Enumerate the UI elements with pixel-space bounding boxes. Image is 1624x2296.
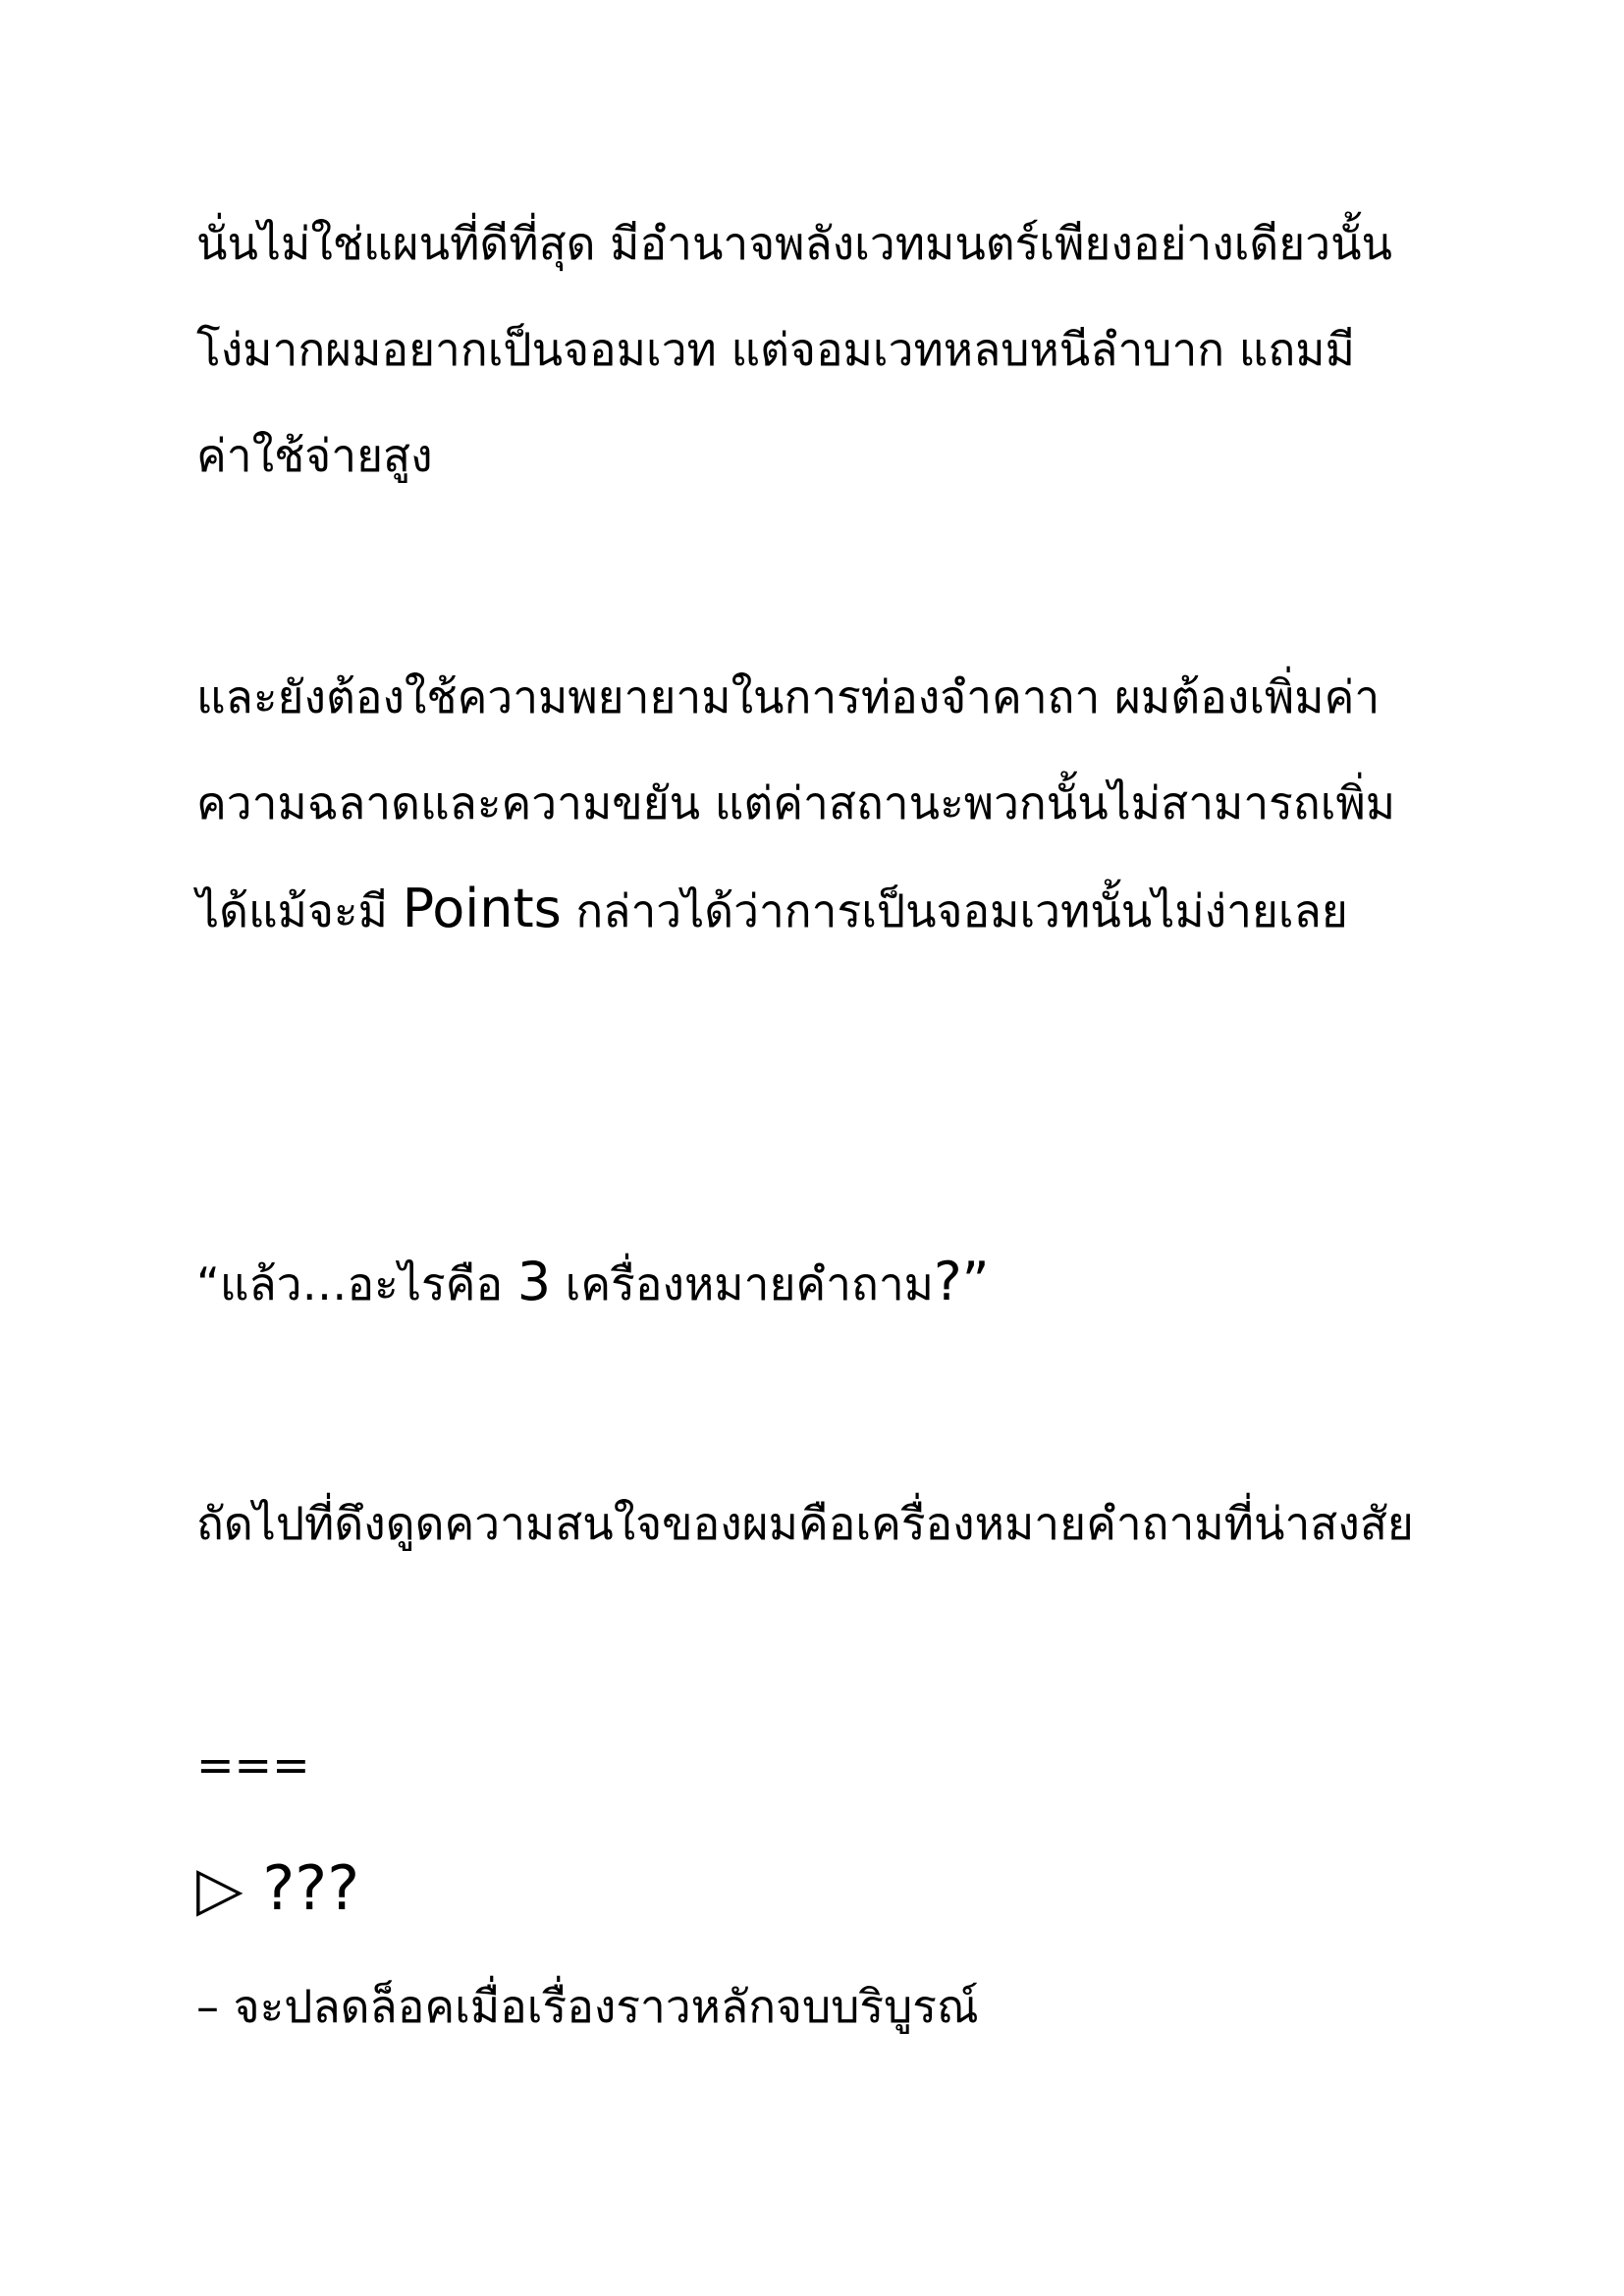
paragraph-1-line-3: ค่าใช้จ่ายสูง [196, 429, 433, 482]
quote-middle: เครื่องหมายคำถาม [551, 1257, 935, 1310]
paragraph-2-line-1: และยังต้องใช้ความพยายามในการท่องจำคาถา ผมต้องเพิ่มค่า [196, 670, 1380, 723]
paragraph-1-line-2: โง่มากผมอยากเป็นจอมเวท แต่จอมเวทหลบหนีลำบาก แถมมี [196, 323, 1355, 376]
quote-open: “แล้ว…อะไรคือ [196, 1257, 517, 1310]
paragraph-1-line-1: นั่นไม่ใช่แผนที่ดีที่สุด มีอำนาจพลังเวทมนตร์เพียงอย่างเดียวนั้น [196, 217, 1392, 270]
quote-line [196, 1253, 1473, 1313]
section-separator: === [196, 1738, 310, 1791]
paragraph-2-line-2: ความฉลาดและความขยัน แต่ค่าสถานะพวกนั้นไม่สามารถเพิ่ม [196, 776, 1396, 829]
paragraph-2-line-3 [196, 880, 1473, 940]
paragraph-2-line-3-end: กล่าวได้ว่าการเป็นจอมเวทนั้นไม่ง่ายเลย [561, 884, 1348, 937]
skill-heading: ▷ ??? [196, 1852, 360, 1924]
points-word: Points [402, 878, 562, 939]
quote-close: ?” [934, 1251, 990, 1312]
unlock-note: – จะปลดล็อคเมื่อเรื่องราวหลักจบบริบูรณ์ [196, 1980, 979, 2033]
paragraph-3: ถัดไปที่ดึงดูดความสนใจของผมคือเครื่องหมายคำถามที่น่าสงสัย [196, 1497, 1414, 1550]
quote-number: 3 [516, 1251, 552, 1312]
paragraph-2-line-3-start: ได้แม้จะมี [196, 884, 403, 937]
